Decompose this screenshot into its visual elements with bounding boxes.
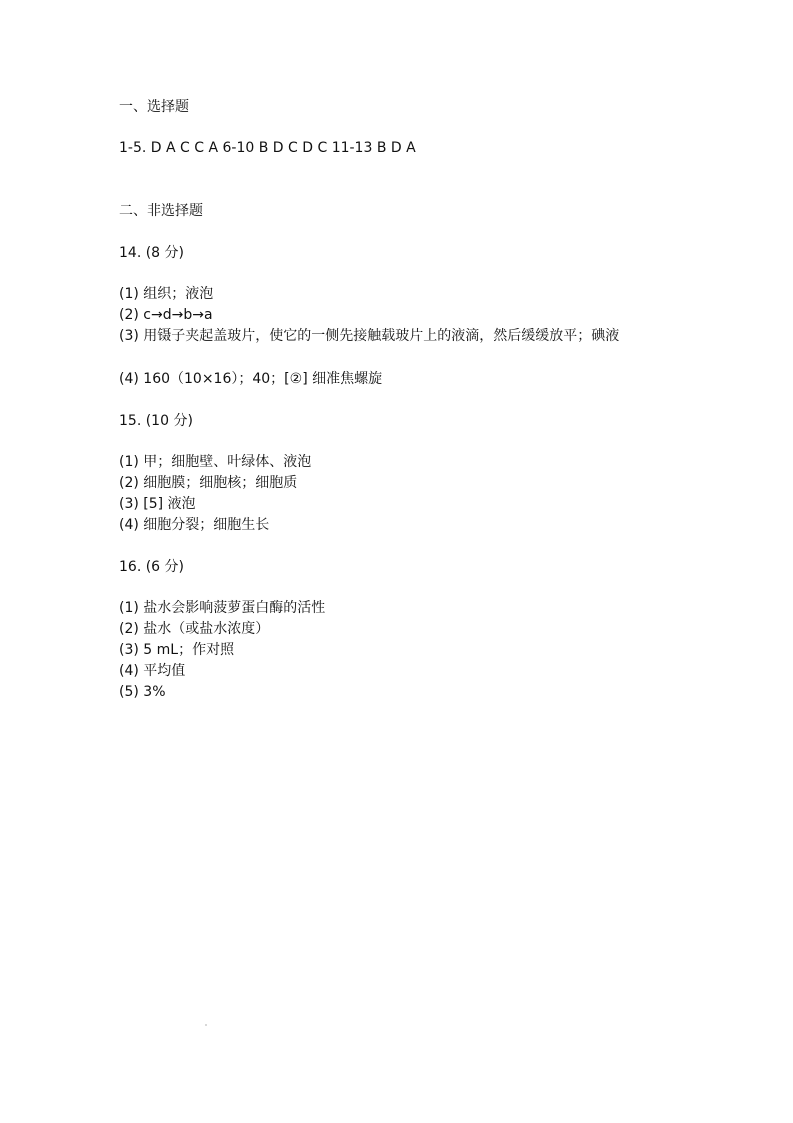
choice-answers: 1-5. D A C C A 6-10 B D C D C 11-13 B D A xyxy=(119,140,416,156)
q15-answer-1: (1) 甲；细胞壁、叶绿体、液泡 xyxy=(119,454,312,470)
q14-answer-2: (2) c→d→b→a xyxy=(119,307,213,323)
q14-answer-3: (3) 用镊子夹起盖玻片，使它的一侧先接触载玻片上的液滴，然后缓缓放平；碘液 xyxy=(119,328,620,344)
section-title-choice: 一、选择题 xyxy=(119,99,189,115)
q16-answer-3: (3) 5 mL；作对照 xyxy=(119,642,235,658)
section-title-nonchoice: 二、非选择题 xyxy=(119,203,203,219)
question-16-header: 16. (6 分) xyxy=(119,559,184,575)
q16-answer-2: (2) 盐水（或盐水浓度） xyxy=(119,621,270,637)
scan-speck xyxy=(205,1024,207,1026)
q14-answer-4: (4) 160（10×16）；40；[②] 细准焦螺旋 xyxy=(119,371,383,387)
q14-answer-1: (1) 组织；液泡 xyxy=(119,286,214,302)
question-15-header: 15. (10 分) xyxy=(119,413,193,429)
q15-answer-3: (3) [5] 液泡 xyxy=(119,496,196,512)
q16-answer-4: (4) 平均值 xyxy=(119,663,186,679)
q16-answer-1: (1) 盐水会影响菠萝蛋白酶的活性 xyxy=(119,600,326,616)
q16-answer-5: (5) 3% xyxy=(119,684,166,700)
q15-answer-4: (4) 细胞分裂；细胞生长 xyxy=(119,517,270,533)
q15-answer-2: (2) 细胞膜；细胞核；细胞质 xyxy=(119,475,298,491)
question-14-header: 14. (8 分) xyxy=(119,245,184,261)
